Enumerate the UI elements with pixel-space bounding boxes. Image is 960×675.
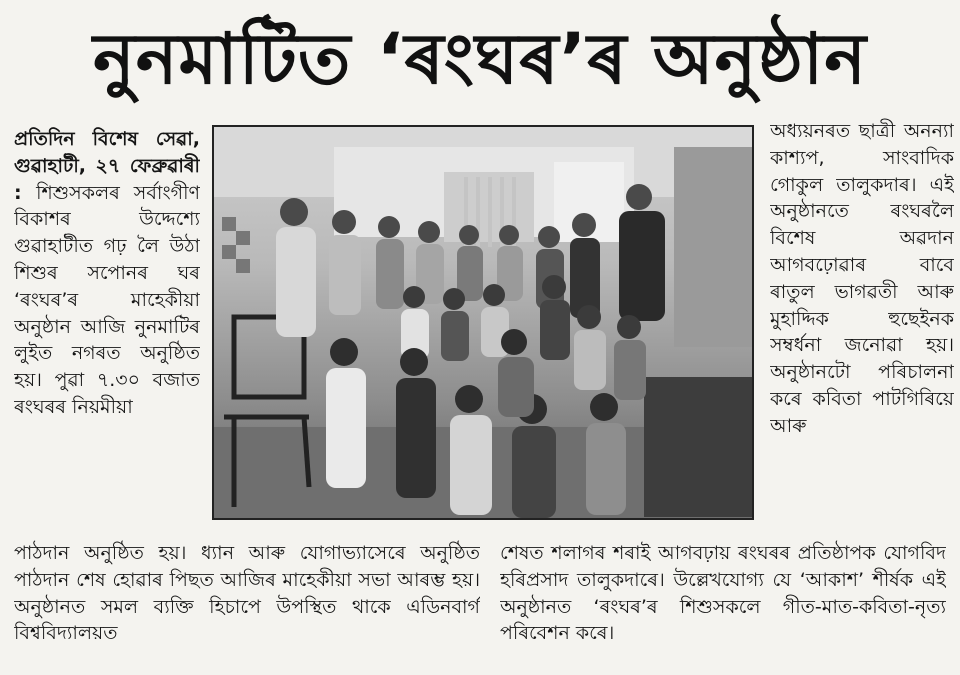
article-left-column <box>14 126 200 536</box>
group-photo <box>212 125 754 520</box>
dateline: প্ৰতিদিন বিশেষ সেৱা, গুৱাহাটী, ২৭ ফেব্ৰুৱাৰী : <box>14 128 200 204</box>
headline: নুনমাটিত ‘ৰংঘৰ’ৰ অনুষ্ঠান <box>92 18 868 100</box>
article-left-text: শিশুসকলৰ সৰ্বাংগীণ বিকাশৰ উদ্দেশ্যে গুৱাহাটীত গঢ় লৈ উঠা শিশুৰ সপোনৰ ঘৰ ‘ৰংঘৰ’ৰ মাহেকীয়া অনুষ্ঠান আজি নুনমাটিৰ লুইত নগৰত অনুষ্ঠিত হয়। পুৱা ৭.৩০ বজাত ৰংঘৰৰ নিয়মীয়া <box>14 181 200 418</box>
article-bottom-left: পাঠদান অনুষ্ঠিত হয়। ধ্যান আৰু যোগাভ্যাসেৰে অনুষ্ঠিত পাঠদান শেষ হোৱাৰ পিছত আজিৰ মাহেকীয়া সভা আৰম্ভ হয়। অনুষ্ঠানত সমল ব্যক্তি হিচাপে উপস্থিত থাকে এডিনবাৰ্গ বিশ্ববিদ্যালয়ত <box>14 542 480 645</box>
article-bottom-right: শেষত শলাগৰ শৰাই আগবঢ়ায় ৰংঘৰৰ প্ৰতিষ্ঠাপক যোগবিদ হৰিপ্ৰসাদ তালুকদাৰে। উল্লেখযোগ্য যে ‘আকাশ’ শীৰ্ষক এই অনুষ্ঠানত ‘ৰংঘৰ’ৰ শিশুসকলে গীত-মাত-কবিতা-নৃত্য পৰিবেশন কৰে। <box>500 542 946 645</box>
group-photo-illustration <box>214 127 752 518</box>
article-right-column: অধ্যয়নৰত ছাত্ৰী অনন্যা কাশ্যপ, সাংবাদিক গোকুল তালুকদাৰ। এই অনুষ্ঠানতে ৰংঘৰলৈ বিশেষ অৱদান আগবঢ়োৱাৰ বাবে ৰাতুল ভাগৱতী আৰু মুহাদ্দিক হুছেইনক সম্বৰ্ধনা জনোৱা হয়। অনুষ্ঠানটো পৰিচালনা কৰে কবিতা পাটগিৰিয়ে আৰু <box>770 120 954 437</box>
